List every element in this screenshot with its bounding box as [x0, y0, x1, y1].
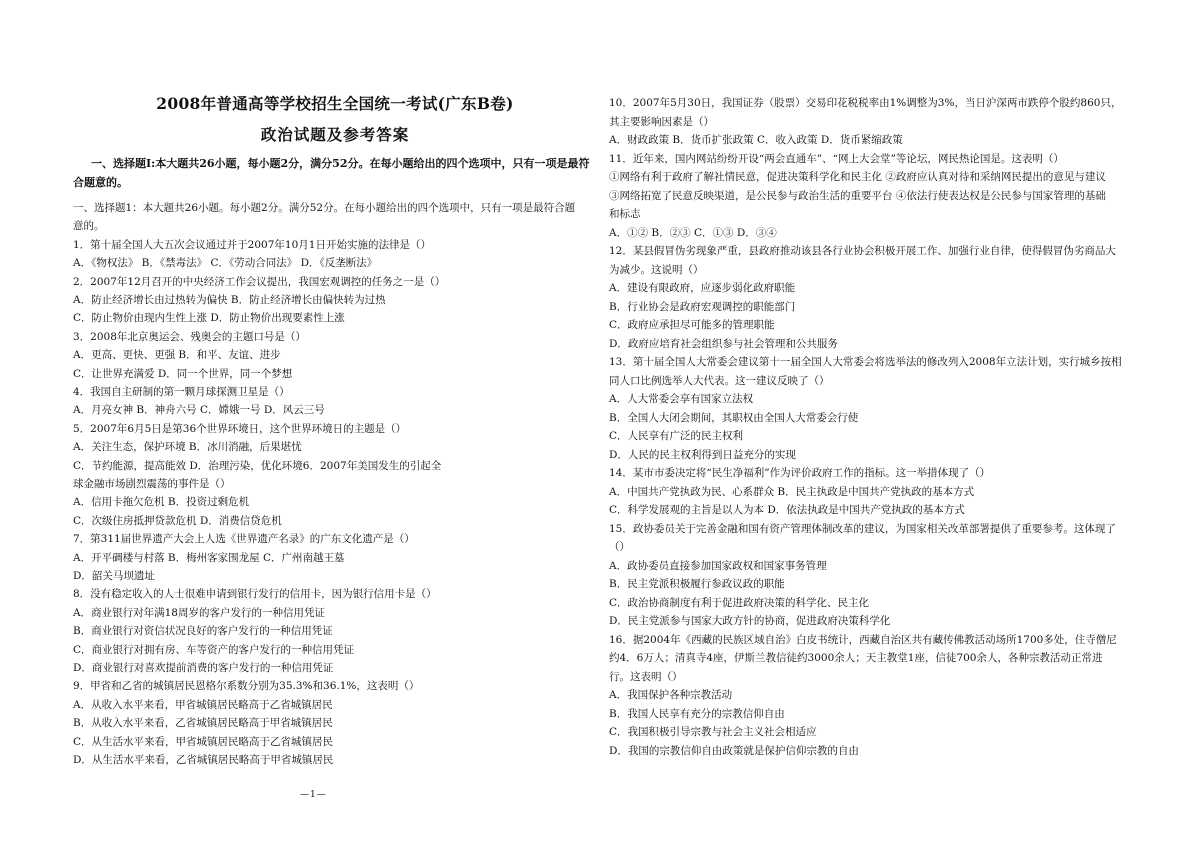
page-number: —1—	[300, 790, 327, 800]
right-text-line: ③网络拓宽了民意反映渠道，是公民参与政治生活的重要平台 ④依法行使表达权是公民参与国家管理的基础	[609, 189, 1106, 202]
left-text-line: 意的。	[73, 220, 105, 233]
right-text-line: D．政府应培育社会组织参与社会管理和公共服务	[609, 337, 838, 350]
right-text-line: ①网络有利于政府了解社情民意，促进决策科学化和民主化 ②政府应认真对待和采纳网民提出的意见与建议	[609, 171, 1106, 183]
right-text-line: B．民主党派积极履行参政议政的职能	[609, 578, 785, 590]
left-text-line: A．《物权法》 B．《禁毒法》 C．《劳动合同法》 D．《反垄断法》	[73, 257, 378, 270]
left-text-line: B．从收入水平来看，乙省城镇居民略高于甲省城镇居民	[73, 717, 333, 730]
right-text-line: C．科学发展观的主旨是以人为本 D．依法执政是中国共产党执政的基本方式	[609, 504, 965, 516]
left-text-line: D．从生活水平来看，乙省城镇居民略高于甲省城镇居民	[73, 754, 334, 766]
left-text-line: C．节约能源，提高能效 D．治理污染，优化环境6．2007年美国发生的引起全	[73, 459, 442, 472]
left-text-line: A．月亮女神 B．神舟六号 C．嫦娥一号 D．风云三号	[73, 404, 325, 417]
right-text-line: A．财政政策 B．货币扩张政策 C．收入政策 D．货币紧缩政策	[609, 134, 903, 146]
right-text-line: 行。这表明（）	[609, 670, 683, 683]
right-text-line: 10．2007年5月30日，我国证券（股票）交易印花税税率由1%调整为3%，当日沪深两市跌停个股约860只，	[609, 97, 1122, 109]
right-text-line: D．民主党派参与国家大政方针的协商，促进政府决策科学化	[609, 615, 891, 627]
right-text-line: 和标志	[609, 208, 641, 220]
left-text-line: A．关注生态，保护环境 B．冰川消融，后果堪忧	[73, 441, 302, 454]
right-text-line: B．行业协会是政府宏观调控的职能部门	[609, 300, 796, 313]
right-text-line: D．人民的民主权利得到日益充分的实现	[609, 448, 796, 461]
right-text-line: D．我国的宗教信仰自由政策就是保护信仰宗教的自由	[609, 744, 859, 757]
right-text-line: 16．据2004年《西藏的民族区域自治》白皮书统计，西藏自治区共有藏传佛教活动场所1700多处，住寺僧尼	[609, 633, 1117, 646]
left-text-line: 7．第311届世界遗产大会上人选《世界遗产名录》的广东文化遗产是（）	[73, 533, 415, 546]
right-text-line: A．①② B．②③ C．①③ D．③④	[609, 226, 777, 239]
right-text-line: 12．某县假冒伪劣现象严重，县政府推动该县各行业协会积极开展工作、加强行业自律，使得假冒伪劣商品大	[609, 245, 1116, 257]
left-text-line: C．商业银行对拥有房、车等资产的客户发行的一种信用凭证	[73, 643, 355, 656]
right-text-line: 15．政协委员关于完善金融和国有资产管理体制改革的建议，为国家相关改革部署提供了重要参考。这体现了	[609, 522, 1116, 535]
right-text-line: （）	[609, 541, 630, 553]
right-text-line: 其主要影响因素是（）	[609, 115, 714, 128]
left-text-line: C．次级住房抵押贷款危机 D．消费信贷危机	[73, 514, 282, 527]
left-text-line: 3．2008年北京奥运会、残奥会的主题口号是（）	[73, 330, 306, 343]
left-text-line: 一、选择题1：本大题共26小题。每小题2分。满分52分。在每小题给出的四个选项中，只有一项是最符合题	[73, 202, 576, 214]
right-text-line: C．我国积极引导宗教与社会主义社会相适应	[609, 726, 817, 738]
left-text-line: A．防止经济增长由过热转为偏快 B．防止经济增长由偏快转为过热	[73, 294, 386, 306]
section-heading: 一、选择题I:本大题共26小题，每小题2分，满分52分。在每小题给出的四个选项中，只有一项是最符合题意的。	[73, 157, 590, 189]
right-text-line: C．政治协商制度有利于促进政府决策的科学化、民主化	[609, 596, 870, 609]
right-text-line: A．人大常委会享有国家立法权	[609, 393, 754, 405]
right-text-line: 为减少。这说明（）	[609, 263, 704, 276]
left-text-line: 5．2007年6月5日是第36个世界环境日，这个世界环境日的主题是（）	[73, 422, 407, 435]
left-text-line: C．让世界充满爱 D．同一个世界，同一个梦想	[73, 367, 293, 380]
right-text-line: 14．某市市委决定将“民生净福利”作为评价政府工作的指标。这一举措体现了（）	[609, 467, 991, 479]
right-text-line: A．政协委员直接参加国家政权和国家事务管理	[609, 559, 827, 572]
left-text-line: D．商业银行对喜欢提前消费的客户发行的一种信用凭证	[73, 662, 334, 674]
left-text-line: A．开平碉楼与村落 B．梅州客家围龙屋 C．广州南越王墓	[73, 551, 345, 564]
left-text-line: A．信用卡拖欠危机 B．投资过剩危机	[73, 496, 250, 509]
left-text-line: D．韶关马坝遗址	[73, 570, 155, 582]
left-text-line: A．更高、更快、更强 B．和平、友谊、进步	[73, 349, 281, 362]
left-text-line: C．从生活水平来看，甲省城镇居民略高于乙省城镇居民	[73, 735, 334, 748]
left-text-line: A．从收入水平来看，甲省城镇居民略高于乙省城镇居民	[73, 698, 333, 711]
page-title: 2008年普通高等学校招生全国统一考试(广东B卷)	[156, 94, 514, 113]
left-text-line: C．防止物价由现内生性上涨 D．防止物价出现要素性上涨	[73, 312, 345, 325]
left-text-line: 球金融市场剧烈震荡的事件是（）	[73, 478, 231, 490]
right-text-line: A．建设有限政府，应逐步弱化政府职能	[609, 282, 796, 294]
right-text-line: C．政府应承担尽可能多的管理职能	[609, 319, 775, 331]
left-text-line: 2．2007年12月召开的中央经济工作会议提出，我国宏观调控的任务之一是（）	[73, 275, 446, 288]
right-text-line: 11．近年来，国内网站纷纷开设“两会直通车”、“网上大会堂”等论坛，网民热论国是。这表明（）	[609, 152, 1064, 165]
right-text-line: 同人口比例选举人大代表。这一建议反映了（）	[609, 374, 830, 387]
left-text-line: 9．甲省和乙省的城镇居民恩格尔系数分别为35.3%和36.1%，这表明（）	[73, 680, 420, 693]
left-text-line: 1．第十届全国人大五次会议通过并于2007年10月1日开始实施的法律是（）	[73, 238, 431, 251]
right-text-line: B．全国人大闭会期间，其职权由全国人大常委会行使	[609, 411, 859, 424]
left-text-line: B．商业银行对资信状况良好的客户发行的一种信用凭证	[73, 625, 333, 638]
left-text-line: 4．我国自主研制的第一颗月球探测卫星是（）	[73, 386, 290, 398]
right-text-line: A．中国共产党执政为民、心系群众 B．民主执政是中国共产党执政的基本方式	[609, 485, 975, 498]
page-subtitle: 政治试题及参考答案	[260, 125, 410, 144]
left-text-line: A．商业银行对年满18周岁的客户发行的一种信用凭证	[73, 606, 325, 619]
right-text-line: 约4．6万人；清真寺4座，伊斯兰教信徒约3000余人；天主教堂1座，信徒700余人，各种宗教活动正常进	[609, 652, 1103, 664]
right-text-line: B．我国人民享有充分的宗教信仰自由	[609, 707, 785, 720]
left-text-line: 8．没有稳定收入的人士很难申请到银行发行的信用卡，因为银行信用卡是（）	[73, 588, 437, 601]
right-text-line: C．人民享有广泛的民主权利	[609, 430, 744, 442]
right-text-line: 13．第十届全国人大常委会建议第十一届全国人大常委会将选举法的修改列入2008年立法计划，实行城乡按相	[609, 356, 1122, 368]
right-text-line: A．我国保护各种宗教活动	[609, 689, 733, 701]
